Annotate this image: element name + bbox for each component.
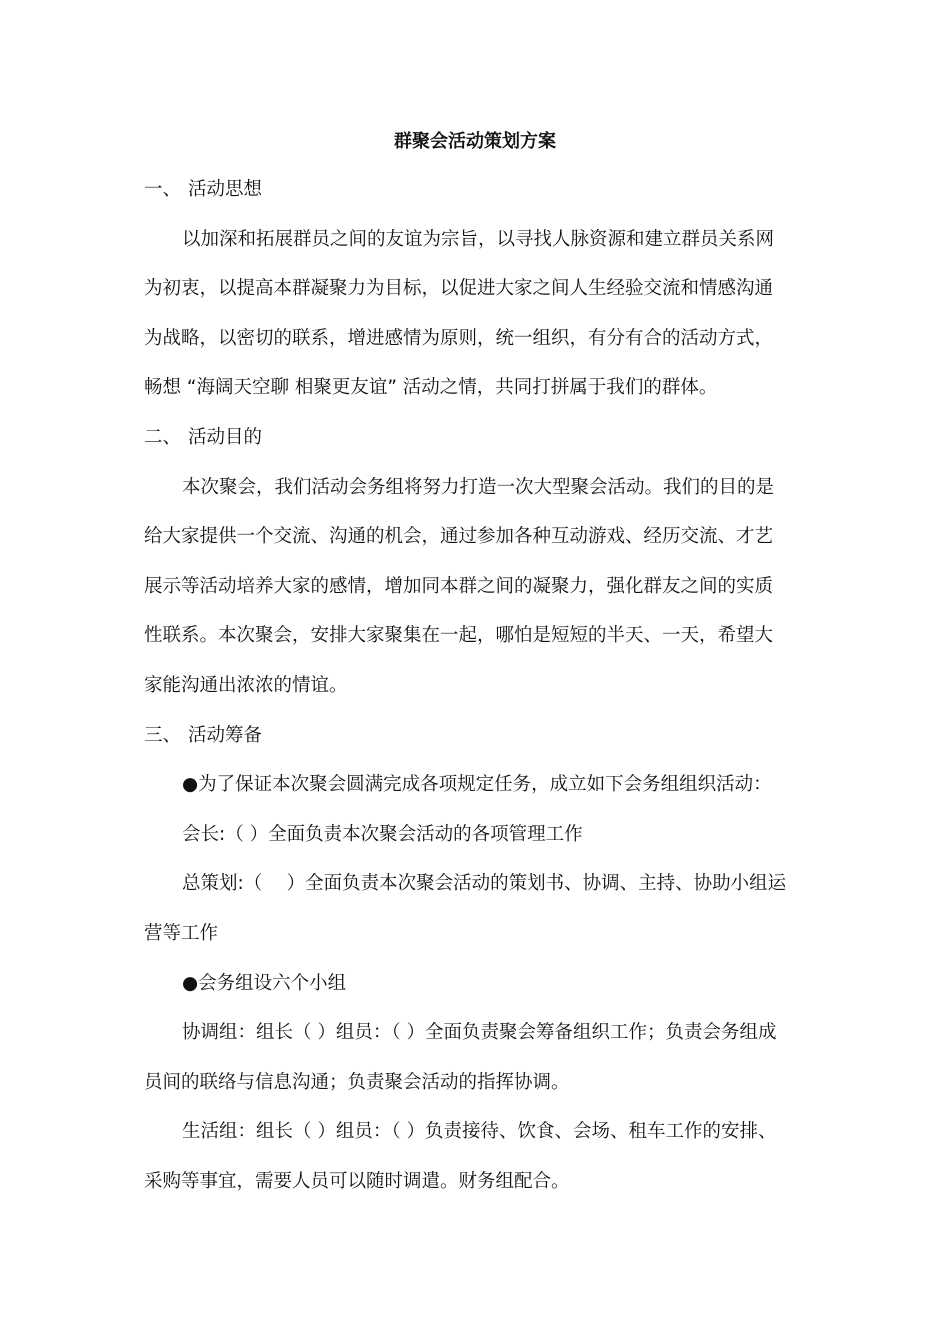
paragraph-line: 为战略，以密切的联系，增进感情为原则，统一组织，有分有合的活动方式， bbox=[144, 327, 774, 349]
paragraph-line: 给大家提供一个交流、沟通的机会，通过参加各种互动游戏、经历交流、才艺 bbox=[144, 526, 774, 548]
paragraph-line: 协调组：组长（ ）组员：（ ）全面负责聚会筹备组织工作；负责会务组成 bbox=[182, 1022, 777, 1044]
section-heading-3 bbox=[144, 721, 808, 771]
paragraph-line: 员间的联络与信息沟通；负责聚会活动的指挥协调。 bbox=[144, 1071, 570, 1093]
section-number: 二、 bbox=[144, 426, 182, 448]
paragraph-line: 以加深和拓展群员之间的友谊为宗旨，以寻找人脉资源和建立群员关系网 bbox=[182, 228, 775, 250]
paragraph-line: 总策划:（ ）全面负责本次聚会活动的策划书、协调、主持、协助小组运 bbox=[182, 873, 787, 895]
bullet-line: ●会务组设六个小组 bbox=[182, 972, 347, 994]
paragraph-line: 营等工作 bbox=[144, 922, 219, 944]
section-title: 活动思想 bbox=[188, 179, 263, 200]
paragraph-line: 家能沟通出浓浓的情谊。 bbox=[144, 674, 348, 696]
paragraph-line: 展示等活动培养大家的感情，增加同本群之间的凝聚力，强化群友之间的实质 bbox=[144, 575, 774, 597]
paragraph-line: 为初衷，以提高本群凝聚力为目标，以促进大家之间人生经验交流和情感沟通 bbox=[144, 278, 774, 300]
document-body bbox=[144, 175, 808, 1216]
section-heading-1 bbox=[144, 175, 808, 225]
paragraph-line: 生活组：组长（ ）组员：（ ）负责接待、饮食、会场、租车工作的安排、 bbox=[182, 1121, 777, 1143]
paragraph-line: 本次聚会，我们活动会务组将努力打造一次大型聚会活动。我们的目的是 bbox=[182, 476, 775, 498]
paragraph-line: 性联系。本次聚会，安排大家聚集在一起，哪怕是短短的半天、一天，希望大 bbox=[144, 625, 774, 647]
section-number: 一、 bbox=[144, 179, 182, 200]
paragraph-line: 采购等事宜，需要人员可以随时调遣。财务组配合。 bbox=[144, 1170, 570, 1192]
section-number: 三、 bbox=[144, 724, 182, 746]
section-title: 活动筹备 bbox=[188, 724, 263, 746]
paragraph-line: 会长:（ ）全面负责本次聚会活动的各项管理工作 bbox=[182, 823, 583, 845]
paragraph-line: 畅想 “海阔天空聊 相聚更友谊” 活动之情，共同打拼属于我们的群体。 bbox=[144, 377, 718, 399]
page-title: 群聚会活动策划方案 bbox=[394, 131, 556, 152]
bullet-line: ●为了保证本次聚会圆满完成各项规定任务，成立如下会务组组织活动： bbox=[182, 774, 772, 796]
section-heading-2 bbox=[144, 423, 808, 473]
section-title: 活动目的 bbox=[188, 426, 263, 448]
